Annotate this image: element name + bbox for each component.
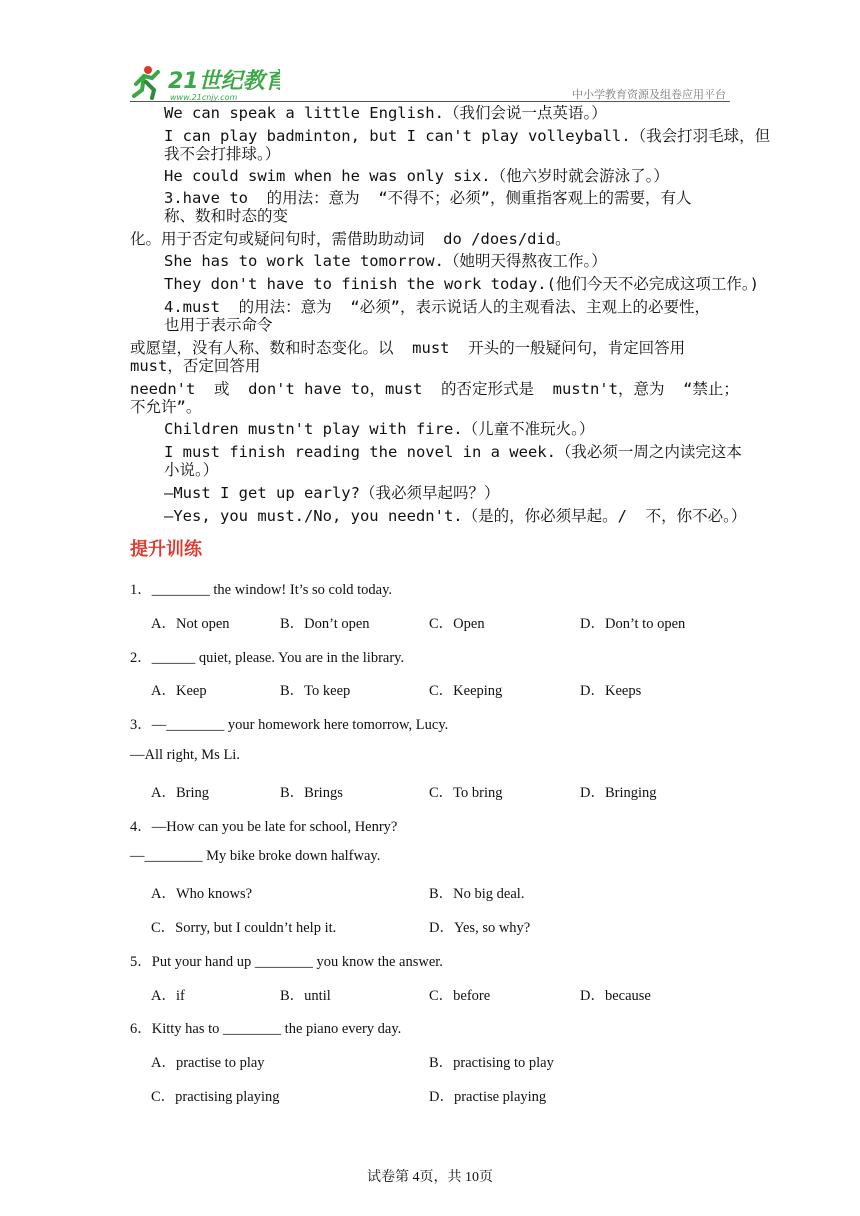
- option-d[interactable]: D．Yes, so why?: [429, 920, 531, 936]
- note-line: She has to work late tomorrow.（她明天得熬夜工作。）: [164, 252, 607, 270]
- option-b[interactable]: B．No big deal.: [429, 886, 525, 902]
- question-stem: 5．Put your hand up ________ you know the answer.: [130, 954, 443, 970]
- option-c[interactable]: C．practising playing: [151, 1089, 280, 1105]
- note-line: needn't 或 don't have to，must 的否定形式是 mustn't，意为 “禁止；: [130, 380, 739, 398]
- question-stem: 2．______ quiet, please. You are in the library.: [130, 650, 405, 666]
- note-line: 不允许”。: [130, 398, 202, 416]
- option-b[interactable]: B．practising to play: [429, 1055, 554, 1071]
- option-b[interactable]: B．Don’t open: [280, 616, 370, 632]
- note-line: I can play badminton, but I can't play volleyball.（我会打羽毛球，但: [164, 127, 771, 145]
- note-line: 或愿望，没有人称、数和时态变化。以 must 开头的一般疑问句，肯定回答用: [130, 339, 686, 357]
- note-line: —Yes, you must./No, you needn't.（是的，你必须早起。/ 不，你不必。）: [164, 507, 747, 525]
- note-line: I must finish reading the novel in a week.（我必须一周之内读完这本: [164, 443, 742, 461]
- option-b[interactable]: B．Brings: [280, 785, 343, 801]
- logo-text: 21世纪教育: [168, 69, 280, 94]
- option-d[interactable]: D．because: [580, 988, 651, 1004]
- logo-url: www.21cnjy.com: [170, 93, 238, 102]
- note-line: 我不会打排球。）: [164, 145, 281, 163]
- note-line: —Must I get up early?（我必须早起吗？）: [164, 484, 500, 502]
- option-a[interactable]: A．Bring: [151, 785, 209, 801]
- option-c[interactable]: C．Keeping: [429, 683, 503, 699]
- option-d[interactable]: D．Keeps: [580, 683, 642, 699]
- page-footer: 试卷第 4页，共 10页: [367, 1170, 493, 1185]
- question-stem: 4．—How can you be late for school, Henry?: [130, 819, 398, 835]
- option-a[interactable]: A．Keep: [151, 683, 207, 699]
- question-stem: 3．—________ your homework here tomorrow, Lucy.: [130, 717, 449, 733]
- option-c[interactable]: C．Open: [429, 616, 485, 632]
- note-line: must，否定回答用: [130, 357, 261, 375]
- note-line: We can speak a little English.（我们会说一点英语。）: [164, 104, 607, 122]
- option-d[interactable]: D．practise playing: [429, 1089, 547, 1105]
- note-line: 小说。）: [164, 461, 219, 479]
- option-c[interactable]: C．To bring: [429, 785, 503, 801]
- note-line: 化。用于否定句或疑问句时，需借助助动词 do /does/did。: [130, 230, 571, 248]
- option-c[interactable]: C．Sorry, but I couldn’t help it.: [151, 920, 337, 936]
- note-line: He could swim when he was only six.（他六岁时就会游泳了。）: [164, 167, 669, 185]
- note-line: Children mustn't play with fire.（儿童不准玩火。）: [164, 420, 595, 438]
- running-man-icon: [130, 62, 280, 102]
- option-a[interactable]: A．Not open: [151, 616, 230, 632]
- question-stem-line: —All right, Ms Li.: [130, 747, 240, 763]
- option-d[interactable]: D．Don’t to open: [580, 616, 686, 632]
- option-b[interactable]: B．To keep: [280, 683, 351, 699]
- site-logo: [130, 62, 280, 102]
- note-line: 4.must 的用法：意为 “必须”，表示说话人的主观看法、主观上的必要性，: [164, 298, 710, 316]
- note-line: 也用于表示命令: [164, 316, 273, 334]
- question-stem-line: —________ My bike broke down halfway.: [130, 848, 381, 864]
- option-a[interactable]: A．if: [151, 988, 185, 1004]
- option-c[interactable]: C．before: [429, 988, 491, 1004]
- question-stem: 6．Kitty has to ________ the piano every day.: [130, 1021, 402, 1037]
- option-a[interactable]: A．practise to play: [151, 1055, 265, 1071]
- option-b[interactable]: B．until: [280, 988, 331, 1004]
- option-a[interactable]: A．Who knows?: [151, 886, 253, 902]
- note-line: 3.have to 的用法：意为 “不得不；必须”，侧重指客观上的需要，有人: [164, 189, 692, 207]
- header-platform-text: 中小学教育资源及组卷应用平台: [572, 88, 726, 101]
- option-d[interactable]: D．Bringing: [580, 785, 657, 801]
- question-stem: 1．________ the window! It’s so cold today.: [130, 582, 393, 598]
- note-line: They don't have to finish the work today.(他们今天不必完成这项工作。): [164, 275, 760, 293]
- header-divider: [130, 101, 730, 102]
- section-title: 提升训练: [130, 539, 202, 560]
- note-line: 称、数和时态的变: [164, 207, 289, 225]
